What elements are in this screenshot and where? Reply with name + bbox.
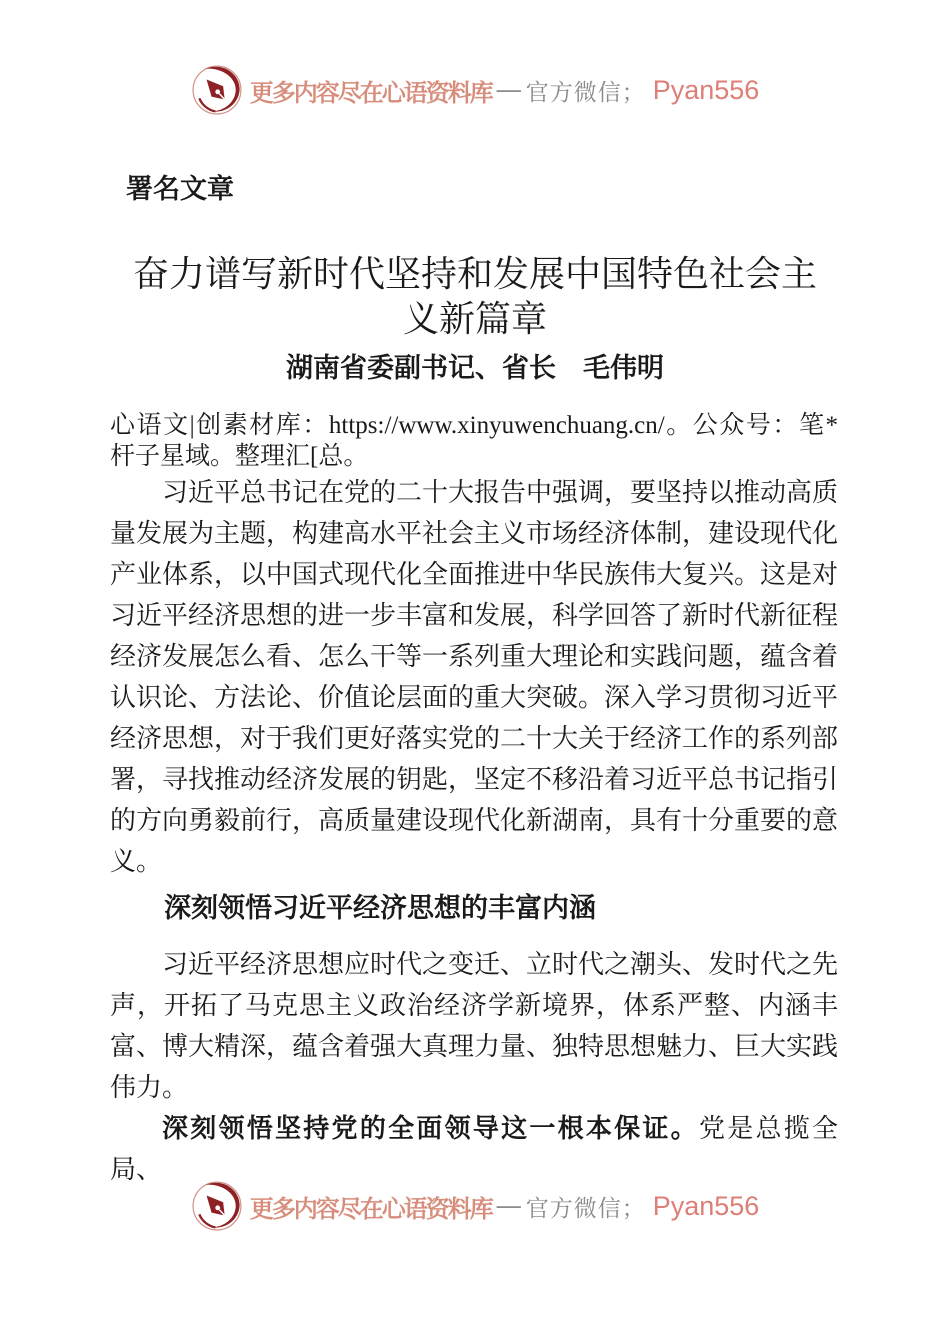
- source-note: 心语文|创素材库：https://www.xinyuwenchuang.cn/。公众号：笔*杆子星域。整理汇[总。: [110, 412, 838, 470]
- watermark-wechat-id: Pyan556: [652, 74, 760, 105]
- watermark-dash: —: [496, 76, 521, 103]
- paragraph-3: [110, 1108, 838, 1190]
- pen-nib-logo-icon: [191, 64, 243, 116]
- article-body: [110, 410, 838, 1190]
- watermark-wechat-label: 官方微信；: [525, 1195, 646, 1221]
- article-byline: 湖南省委副书记、省长 毛伟明: [286, 353, 664, 383]
- doc-type-label: 署名文章: [126, 174, 234, 204]
- header-watermark: [0, 64, 950, 116]
- pen-nib-logo-icon: [191, 1180, 243, 1232]
- section-heading: 深刻领悟习近平经济思想的丰富内涵: [164, 893, 596, 923]
- paragraph-2: 习近平经济思想应时代之变迁、立时代之潮头、发时代之先声，开拓了马克思主义政治经济学新境界，体系严整、内涵丰富、博大精深，蕴含着强大真理力量、独特思想魅力、巨大实践伟力。: [110, 950, 839, 1102]
- paragraph-3-rest: 党是总揽全局、: [110, 1114, 838, 1184]
- watermark-wechat-id: Pyan556: [652, 1190, 760, 1221]
- watermark-dash: —: [496, 1192, 521, 1219]
- watermark-wechat-label: 官方微信；: [525, 79, 646, 105]
- footer-watermark: [0, 1180, 950, 1232]
- watermark-brand-text: 更多内容尽在心语资料库: [249, 1196, 492, 1223]
- paragraph-3-lead-bold: 深刻领悟坚持党的全面领导这一根本保证。: [162, 1114, 699, 1143]
- paragraph-1: 习近平总书记在党的二十大报告中强调，要坚持以推动高质量发展为主题，构建高水平社会主义市场经济体制，建设现代化产业体系，以中国式现代化全面推进中华民族伟大复兴。这是对习近平经济思想的进一步丰富和发展，科学回答了新时代新征程经济发展怎么看、怎么干等一系列重大理论和实践问题，蕴含着认识论、方法论、价值论层面的重大突破。深入学习贯彻习近平经济思想，对于我们更好落实党的二十大关于经济工作的系列部署，寻找推动经济发展的钥匙，坚定不移沿着习近平总书记指引的方向勇毅前行，高质量建设现代化新湖南，具有十分重要的意义。: [110, 478, 839, 876]
- article-title: 奋力谱写新时代坚持和发展中国特色社会主义新篇章: [132, 254, 817, 339]
- watermark-brand-text: 更多内容尽在心语资料库: [249, 80, 492, 107]
